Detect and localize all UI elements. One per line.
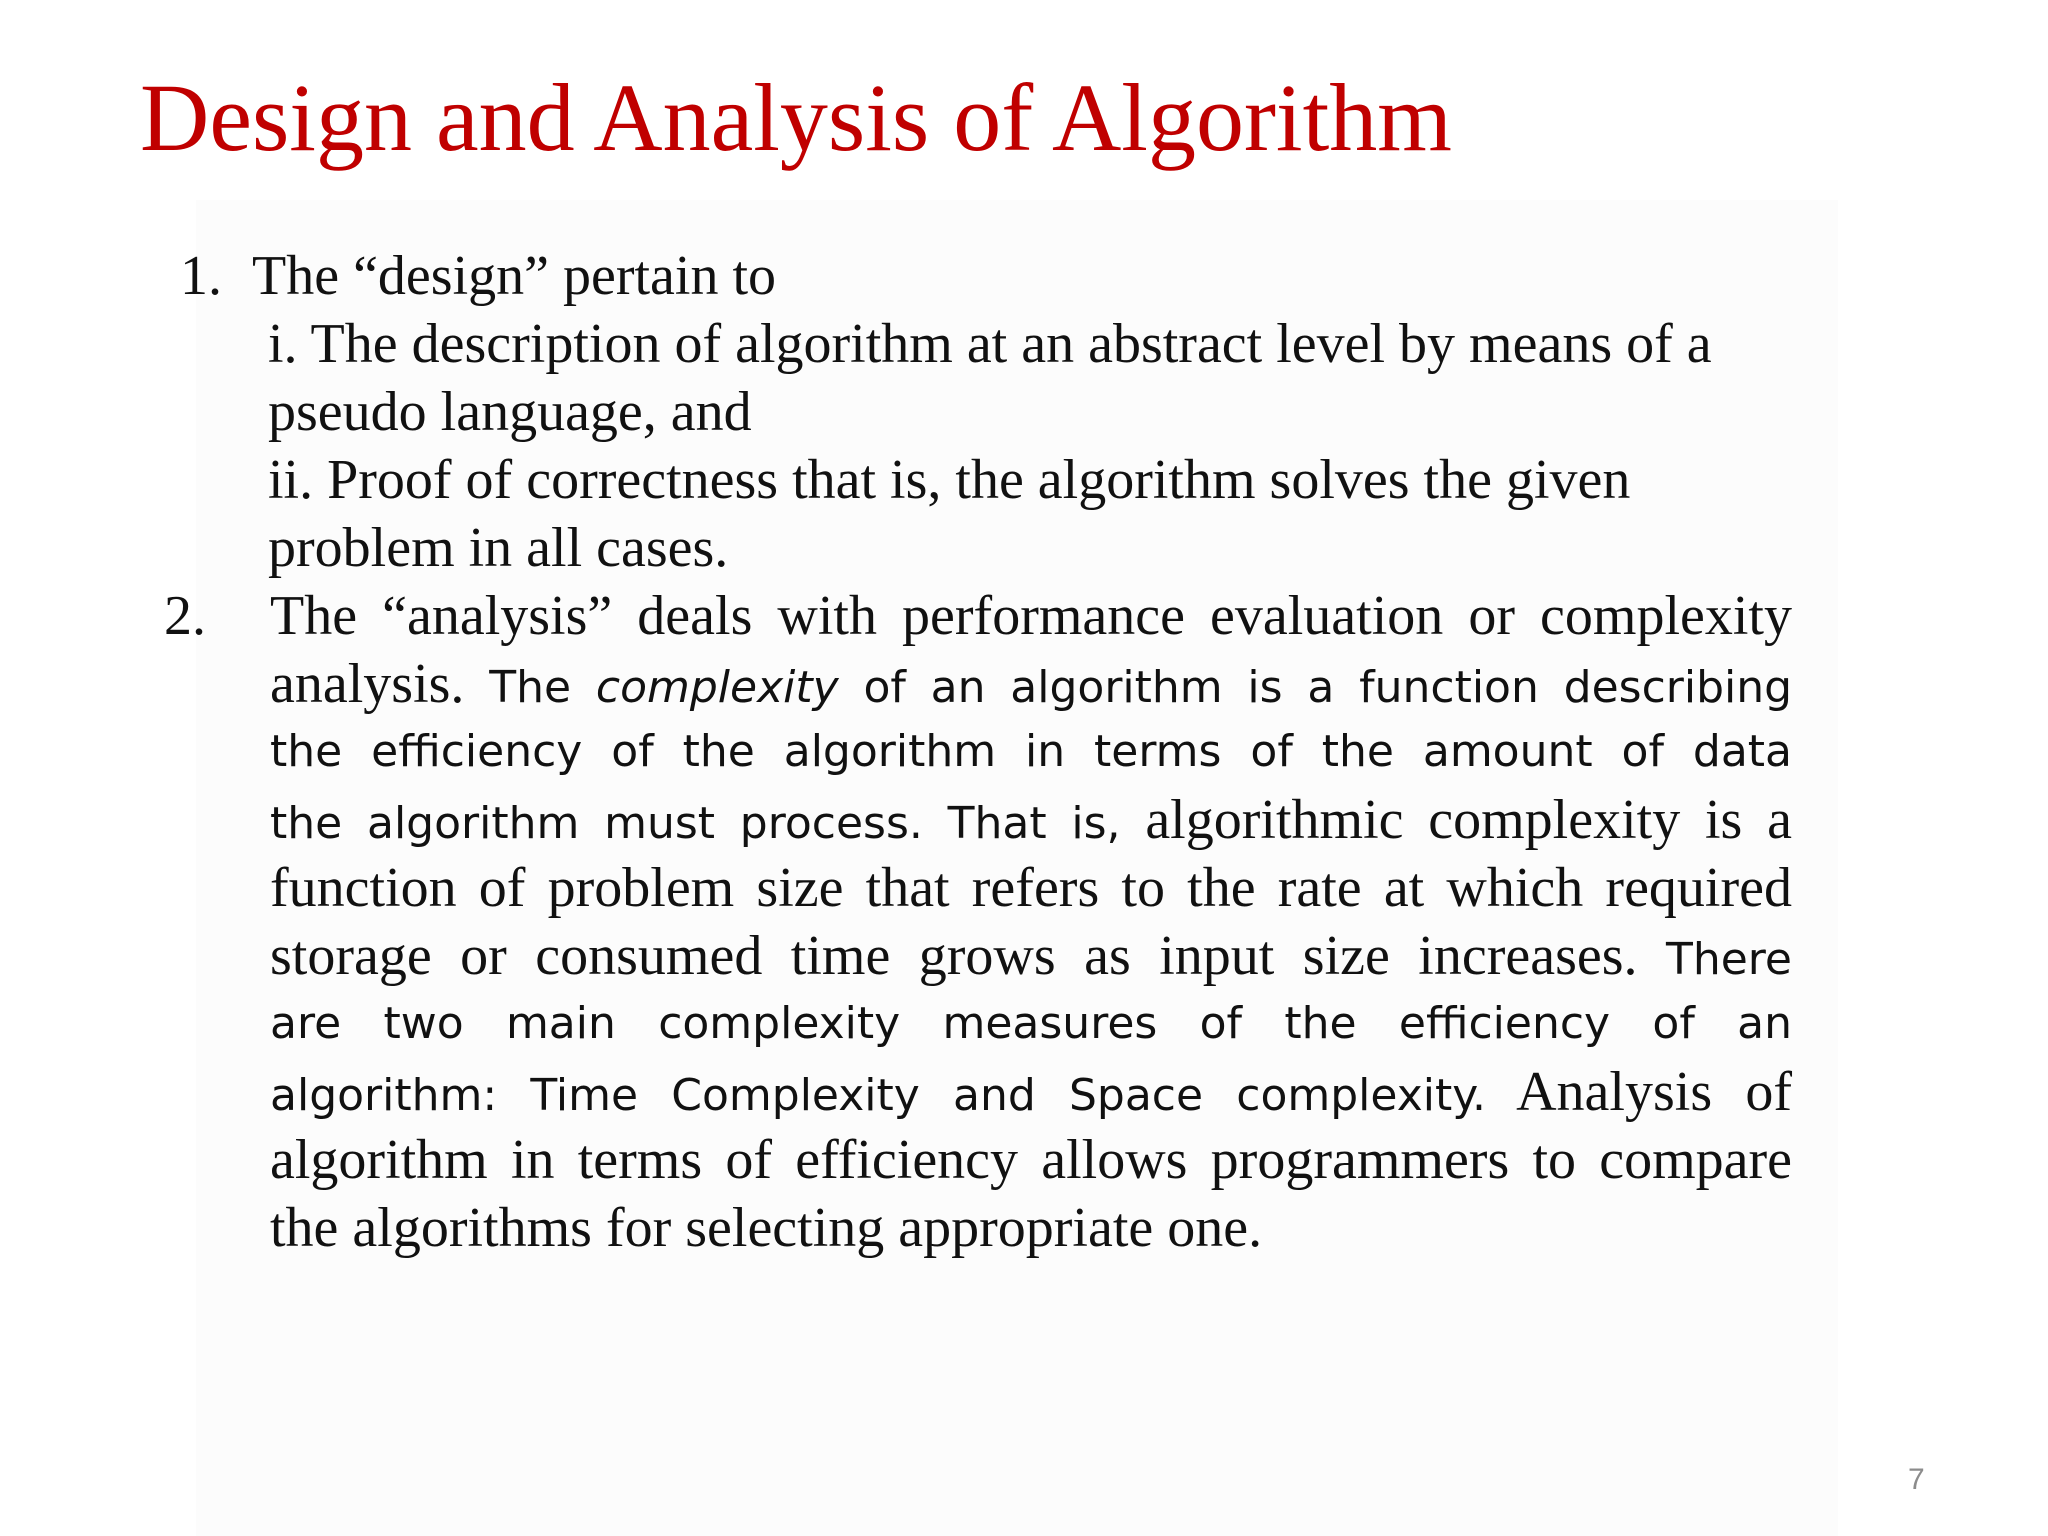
item-2-line-2-a: analysis. [270, 653, 465, 715]
item-2-line-7: are two main complexity measures of the efficiency of an [270, 998, 1792, 1049]
item-1-sub-i-line-2: pseudo language, and [268, 381, 752, 443]
item-2-line-4-b: algorithmic complexity is a [1145, 789, 1792, 851]
item-2-line-2-italic: complexity [595, 662, 839, 713]
item-1-heading: The “design” pertain to [252, 245, 777, 307]
item-1-sub-ii-line-1: ii. Proof of correctness that is, the algorithm solves the given [268, 449, 1631, 511]
item-2-line-8 [270, 1058, 1792, 1130]
item-2-line-6 [270, 922, 1792, 994]
item-2-line-10: the algorithms for selecting appropriate one. [270, 1197, 1263, 1259]
item-2-line-2 [270, 650, 1792, 722]
item-2-line-4-a: the algorithm must process. That is, [270, 798, 1121, 849]
item-2-line-1: The “analysis” deals with performance evaluation or complexity [270, 585, 1792, 647]
item-1-sub-ii-line-2: problem in all cases. [268, 517, 729, 579]
item-1-number: 1. [180, 245, 222, 307]
item-2-line-6-b: There [1665, 934, 1792, 985]
item-1-sub-i-line-1: i. The description of algorithm at an abstract level by means of a [268, 313, 1712, 375]
page-number: 7 [1908, 1463, 1925, 1496]
item-2-line-6-a: storage or consumed time grows as input size increases. [270, 925, 1638, 987]
item-2-line-3: the efficiency of the algorithm in terms of the amount of data [270, 726, 1792, 777]
item-2-line-8-b: Analysis of [1516, 1061, 1792, 1123]
item-2-line-2-b: The [489, 662, 572, 713]
item-2-number: 2. [164, 585, 206, 647]
item-2-line-4 [270, 786, 1792, 858]
item-2-line-9: algorithm in terms of efficiency allows programmers to compare [270, 1129, 1792, 1191]
item-2-line-2-d: of an algorithm is a function describing [863, 662, 1793, 713]
slide-title: Design and Analysis of Algorithm [140, 64, 1452, 171]
item-2-line-5: function of problem size that refers to the rate at which required [270, 857, 1792, 919]
item-2-line-8-a: algorithm: Time Complexity and Space complexity. [270, 1070, 1486, 1121]
